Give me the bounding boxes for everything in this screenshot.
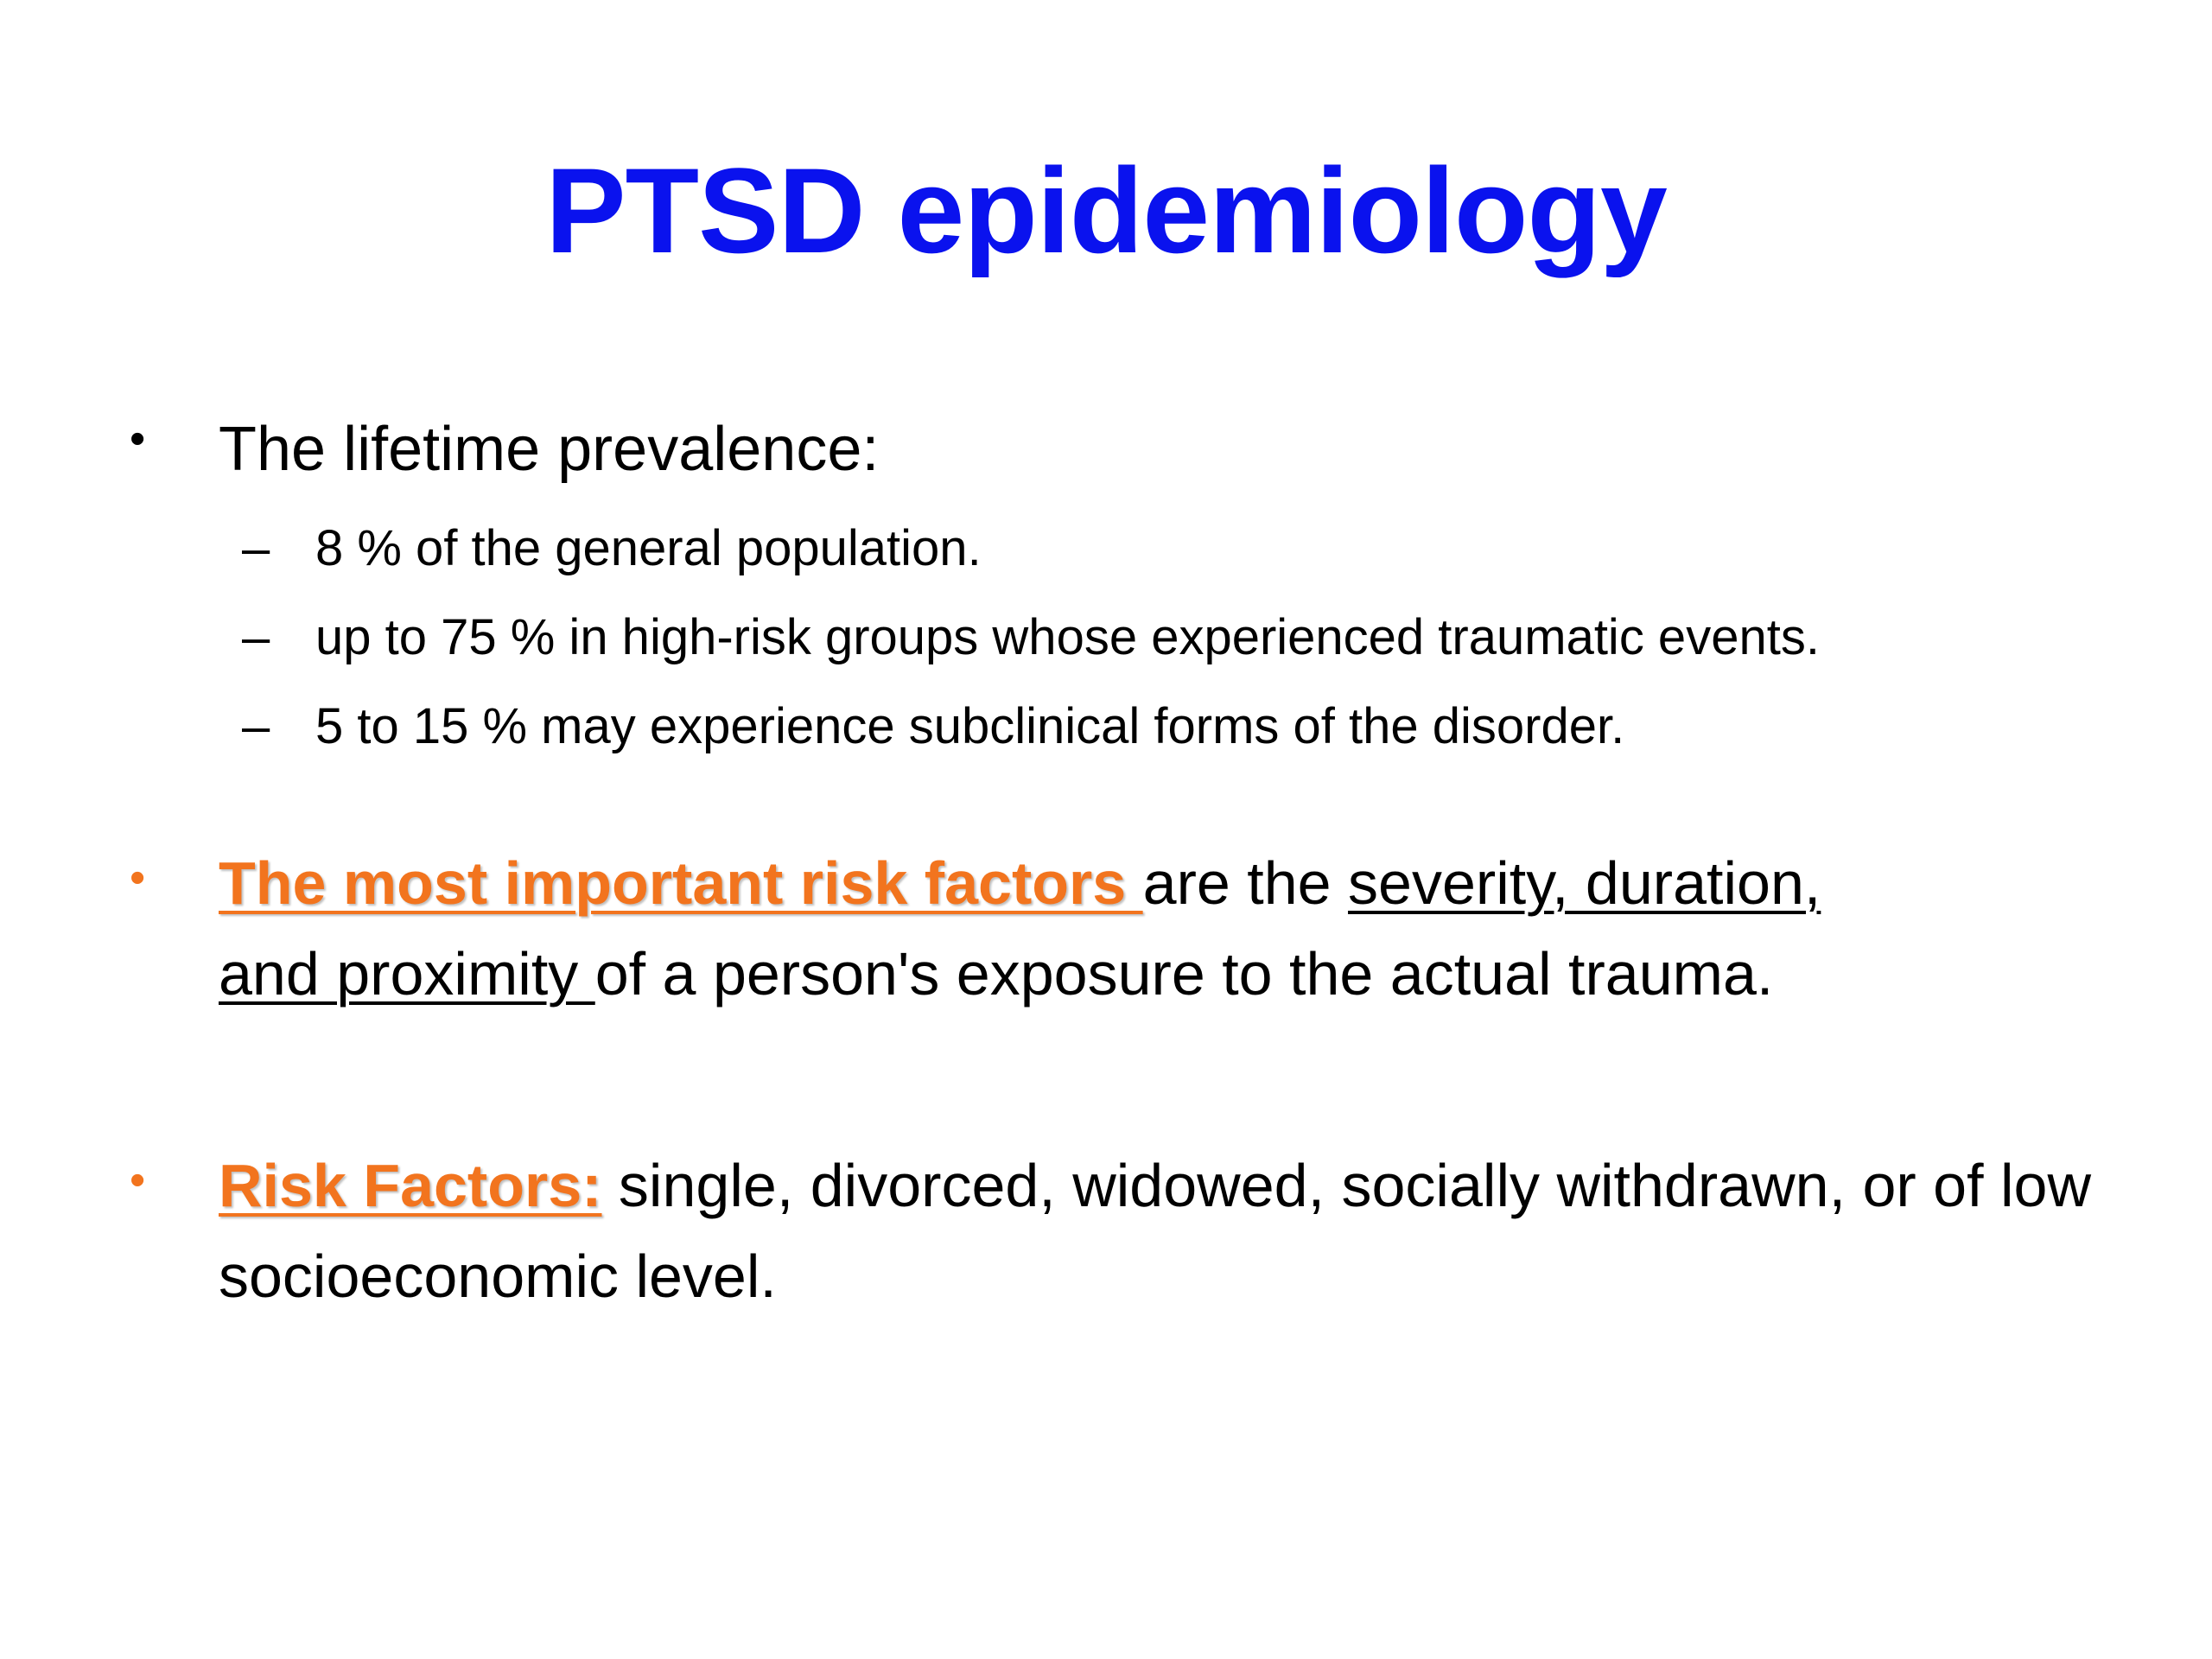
sub-item [242,518,982,579]
bullet-risk-factors-exposure [219,838,2120,1020]
sub-item-text: 5 to 15 % may experience subclinical forms of the disorder. [315,698,1625,754]
dash-marker: – [242,609,270,665]
bullet-lifetime-prevalence: The lifetime prevalence: [219,415,880,484]
underlined-severity-duration: severity, duration, [1348,849,1821,917]
bullet-marker: • [130,1155,146,1205]
bullet-marker: • [130,414,146,464]
risk-factors-text: single, divorced, widowed, socially withdrawn, or of low socioeconomic level. [219,1152,2092,1310]
sub-item [242,607,1820,668]
text-are-the: are the [1142,849,1349,917]
dash-marker: – [242,520,270,576]
sub-item [242,696,1624,757]
text-exposure: of a person's exposure to the actual trauma. [594,940,1774,1007]
highlight-risk-factors: Risk Factors: [219,1152,602,1219]
underlined-and-proximity: and proximity [219,940,595,1007]
highlight-most-important-risk-factors: The most important risk factors [219,849,1143,917]
bullet-risk-factors-list [219,1141,2120,1322]
slide-title: PTSD epidemiology [545,143,1667,278]
dash-marker: – [242,698,270,754]
bullet-marker: • [130,853,146,903]
sub-item-text: 8 % of the general population. [315,520,982,576]
sub-item-text: up to 75 % in high-risk groups whose experienced traumatic events. [315,609,1820,665]
